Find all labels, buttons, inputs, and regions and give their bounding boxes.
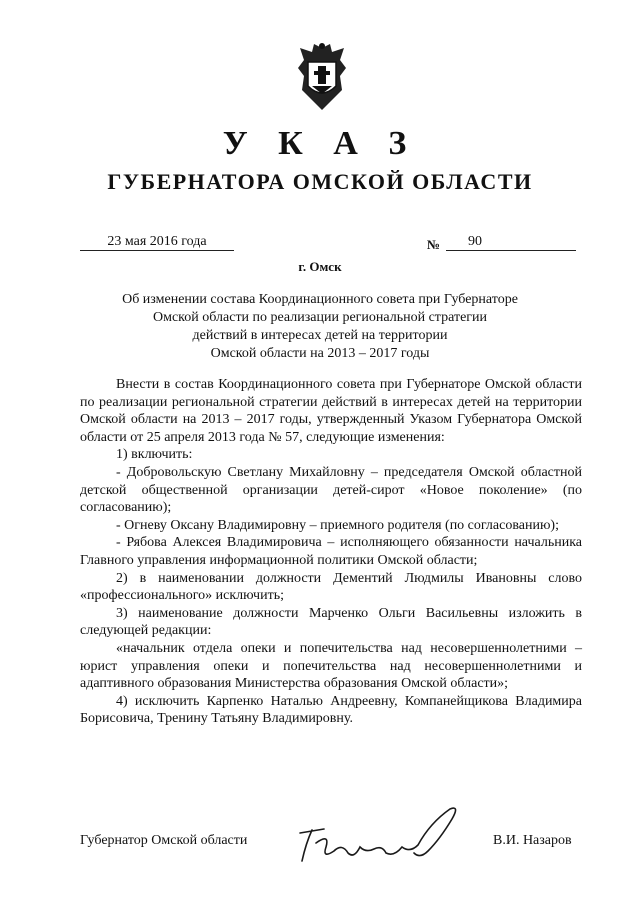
document-subtitle: ГУБЕРНАТОРА ОМСКОЙ ОБЛАСТИ [107,169,533,194]
document-title: У К А З [222,125,418,162]
signatory-name: В.И. Назаров [493,833,572,848]
decree-heading [110,291,530,363]
signatory-position: Губернатор Омской области [80,833,248,848]
item-1-person-3: - Рябова Алексея Владимировича – исполняющего обязанности начальника Главного управления информационной политики Омской области; [80,535,582,568]
item-1: 1) включить: [116,447,193,463]
item-1-person-2: - Огневу Оксану Владимировну – приемного родителя (по согласованию); [116,517,559,533]
heading-line: Омской области по реализации региональной стратегии [152,310,488,325]
decree-date: 23 мая 2016 года [80,233,234,251]
item-1-person-1: - Добровольскую Светлану Михайловну – председателя Омской областной детской общественной организации детей-сирот «Новое поколение» (по согласованию); [80,464,582,516]
decree-number: 90 [446,233,576,251]
handwritten-signature [290,803,470,873]
item-3-quote: «начальник отдела опеки и попечительства над несовершеннолетними – юрист управления опеки и попечительства над несовершеннолетними и адаптивного образования Министерства образования Омской области»; [80,640,582,692]
decree-body [80,376,582,728]
heading-line: Об изменении состава Координационного совета при Губернаторе [122,292,518,307]
intro-paragraph: Внести в состав Координационного совета при Губернаторе Омской области по реализации региональной стратегии действий в интересах детей на территории Омской области на 2013 – 2017 годы, утвержденный Указом Губернатора Омской области от 25 апреля 2013 года № 57, следующие изменения: [80,377,582,445]
item-3: 3) наименование должности Марченко Ольги Васильевны изложить в следующей редакции: [80,605,582,639]
coat-of-arms-icon [294,38,350,112]
item-4: 4) исключить Карпенко Наталью Андреевну, Компанейщикова Владимира Борисовича, Тренину Татьяну Владимировну. [80,693,582,727]
number-label: № [427,237,441,252]
heading-line: Омской области на 2013 – 2017 годы [210,346,430,361]
city: г. Омск [298,259,342,274]
item-2: 2) в наименовании должности Дементий Людмилы Ивановны слово «профессионального» исключить; [80,570,582,604]
heading-line: действий в интересах детей на территории [192,328,448,343]
